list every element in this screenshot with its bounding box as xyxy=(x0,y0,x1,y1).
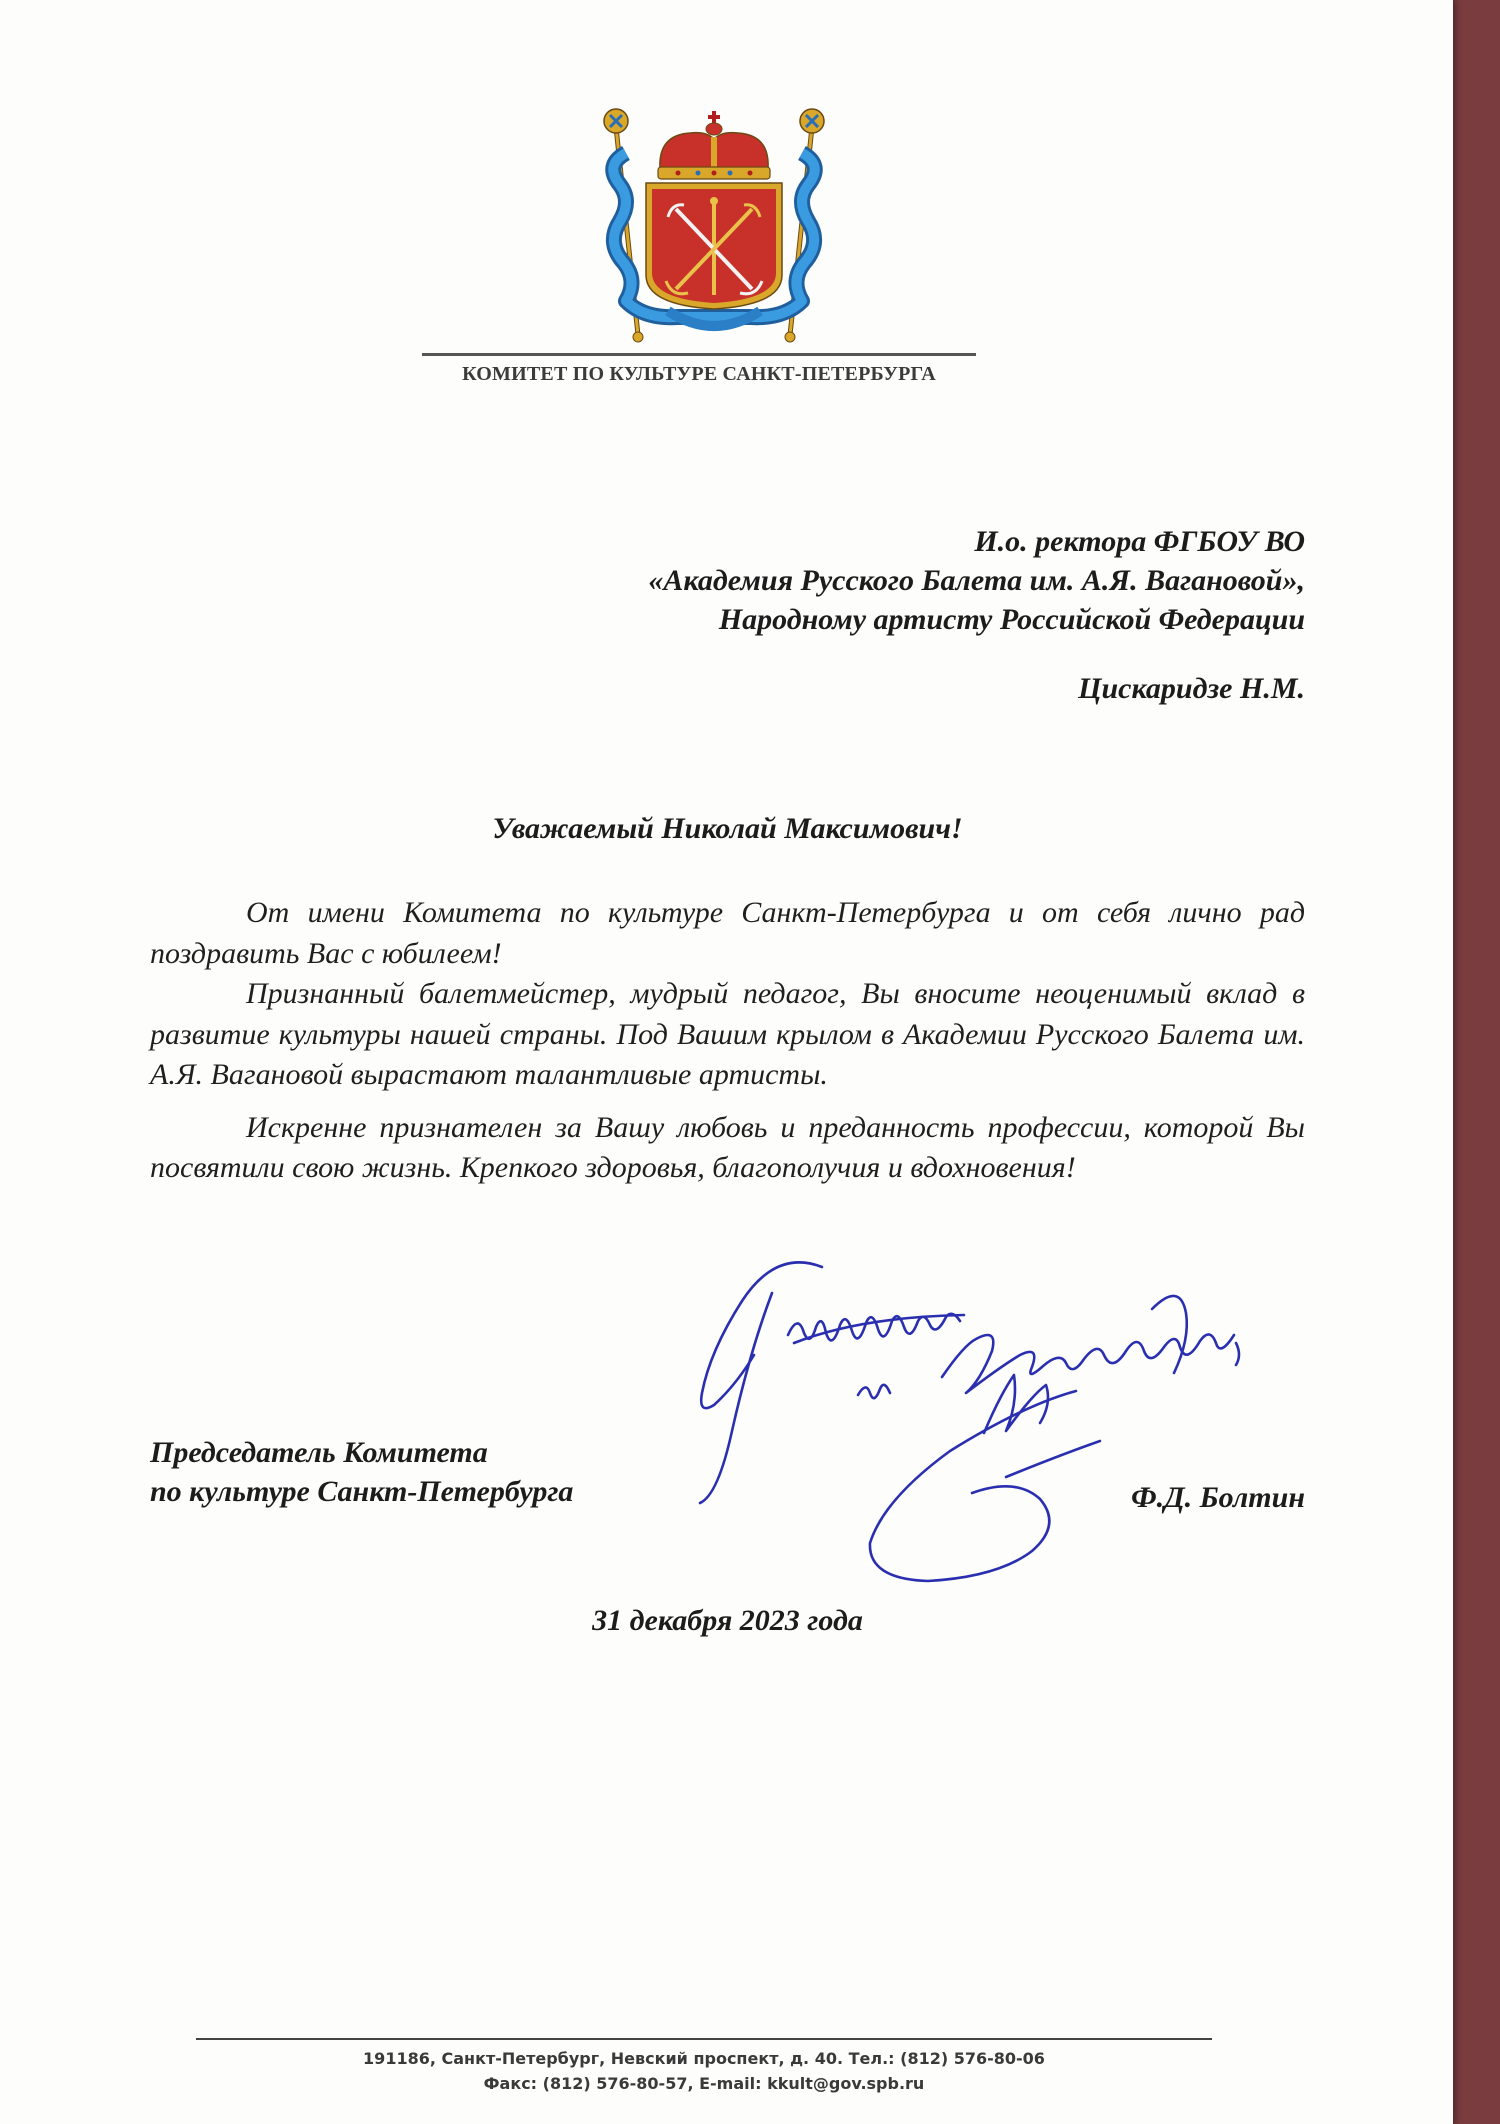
addressee-gap xyxy=(405,639,1305,669)
addressee-name: Цискаридзе Н.М. xyxy=(1078,672,1305,705)
letter-date: 31 декабря 2023 года xyxy=(592,1604,863,1637)
footer-fax-email: Факс: (812) 576-80-57, E-mail: kkult@gov.spb.ru xyxy=(483,2074,925,2093)
addressee-institution: «Академия Русского Балета им. А.Я. Вагановой», xyxy=(648,564,1305,597)
addressee-block xyxy=(405,522,1305,708)
imperial-crown-icon xyxy=(658,111,770,179)
committee-name: КОМИТЕТ ПО КУЛЬТУРЕ САНКТ-ПЕТЕРБУРГА xyxy=(462,363,936,385)
red-shield-icon xyxy=(646,183,782,309)
body-paragraph-2: Признанный балетмейстер, мудрый педагог, Вы вносите неоценимый вклад в развитие культуры нашей страны. Под Вашим крылом в Академии Русского Балета им. А.Я. Вагановой вырастают талантливые артисты. xyxy=(150,977,1305,1091)
signer-title-block xyxy=(150,1433,573,1511)
body-paragraph-3: Искренне признателен за Вашу любовь и преданность профессии, которой Вы посвятили свою жизнь. Крепкого здоровья, благополучия и вдохновения! xyxy=(150,1110,1305,1184)
coat-of-arms-emblem xyxy=(598,105,830,345)
signer-title-line-1: Председатель Комитета xyxy=(150,1436,488,1469)
addressee-position: И.о. ректора ФГБОУ ВО xyxy=(974,525,1305,558)
signer-title-line-2: по культуре Санкт-Петербурга xyxy=(150,1475,574,1508)
letter-body xyxy=(150,893,1305,1189)
salutation: Уважаемый Николай Максимович! xyxy=(492,812,963,845)
addressee-title: Народному артисту Российской Федерации xyxy=(718,603,1305,636)
handwritten-signature xyxy=(680,1255,1320,1600)
signer-name: Ф.Д. Болтин xyxy=(1131,1481,1305,1514)
body-paragraph-1: От имени Комитета по культуре Санкт-Петербурга и от себя лично рад поздравить Вас с юбилеем! xyxy=(150,896,1305,970)
footer-address-phone: 191186, Санкт-Петербург, Невский проспект, д. 40. Тел.: (812) 576-80-06 xyxy=(363,2049,1045,2068)
footer-divider xyxy=(196,2038,1212,2040)
header-divider xyxy=(422,353,976,356)
footer-contacts xyxy=(196,2046,1212,2096)
